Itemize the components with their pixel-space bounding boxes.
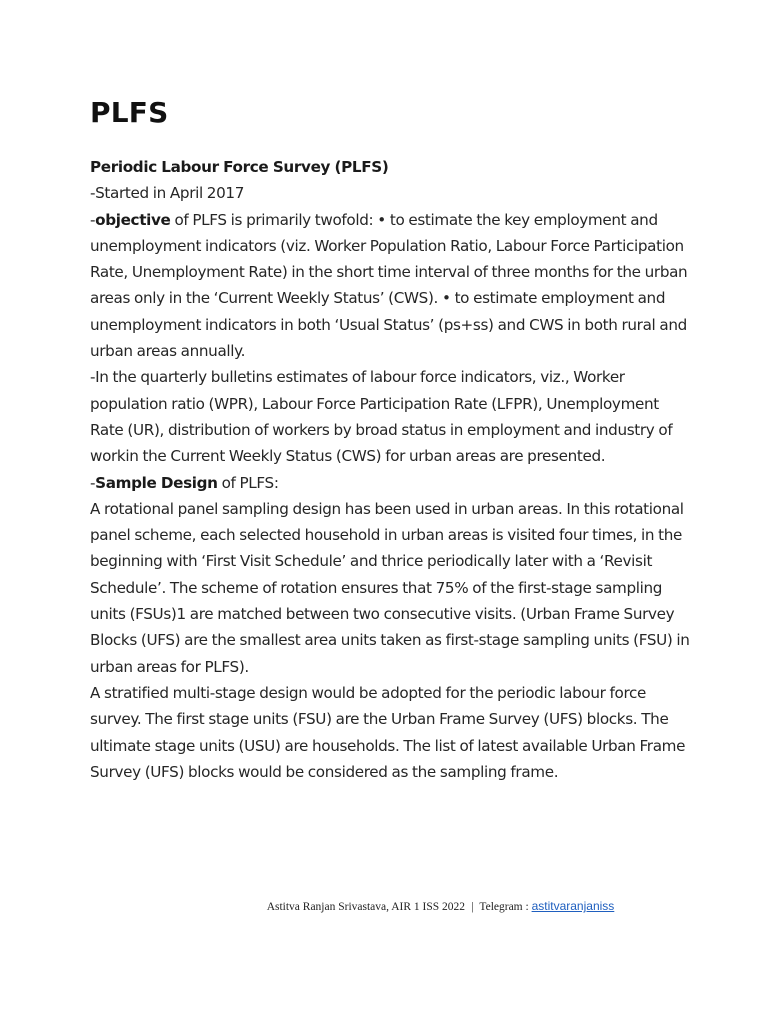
document-body <box>90 154 690 785</box>
sample-design-heading: -Sample Design of PLFS: <box>90 473 279 492</box>
start-date-line: -Started in April 2017 <box>90 184 245 203</box>
telegram-link[interactable]: astitvaranjaniss <box>531 899 615 913</box>
quarterly-bulletins-paragraph: -In the quarterly bulletins estimates of labour force indicators, viz., Worker population ratio (WPR), Labour Force Participation Rate (LFPR), Unemployment Rate (UR), distribution of workers by broad status in employment and industry of workin the Current Weekly Status (CWS) for urban areas are presented. <box>90 368 673 466</box>
sample-design-label: Sample Design <box>95 473 218 492</box>
rotational-panel-paragraph: A rotational panel sampling design has been used in urban areas. In this rotational panel scheme, each selected household in urban areas is visited four times, in the beginning with ‘First Visit Schedule’ and thrice periodically later with a ‘Revisit Schedule’. The scheme of rotation ensures that 75% of the first-stage sampling units (FSUs)1 are matched between two consecutive visits. (Urban Frame Survey Blocks (UFS) are the smallest area units taken as first-stage sampling units (FSU) in urban areas for PLFS). <box>90 499 690 676</box>
section-heading: Periodic Labour Force Survey (PLFS) <box>90 158 389 176</box>
footer-separator: | <box>471 901 474 913</box>
footer-telegram-label: Telegram : <box>479 901 529 913</box>
objective-label: objective <box>95 210 171 229</box>
page-title: PLFS <box>90 96 169 129</box>
objective-paragraph: -objective of PLFS is primarily twofold: • to estimate the key employment and unemployment indicators (viz. Worker Population Ratio, Labour Force Participation Rate, Unemployment Rate) in the short time interval of three months for the urban areas only in the ‘Current Weekly Status’ (CWS). • to estimate employment and unemployment indicators in both ‘Usual Status’ (ps+ss) and CWS in both rural and urban areas annually. <box>90 210 688 361</box>
footer-author: Astitva Ranjan Srivastava, AIR 1 ISS 2022 <box>266 901 466 913</box>
page-footer <box>0 899 768 913</box>
stratified-design-paragraph: A stratified multi-stage design would be adopted for the periodic labour force survey. The first stage units (FSU) are the Urban Frame Survey (UFS) blocks. The ultimate stage units (USU) are households. The list of latest available Urban Frame Survey (UFS) blocks would be considered as the sampling frame. <box>90 683 686 781</box>
